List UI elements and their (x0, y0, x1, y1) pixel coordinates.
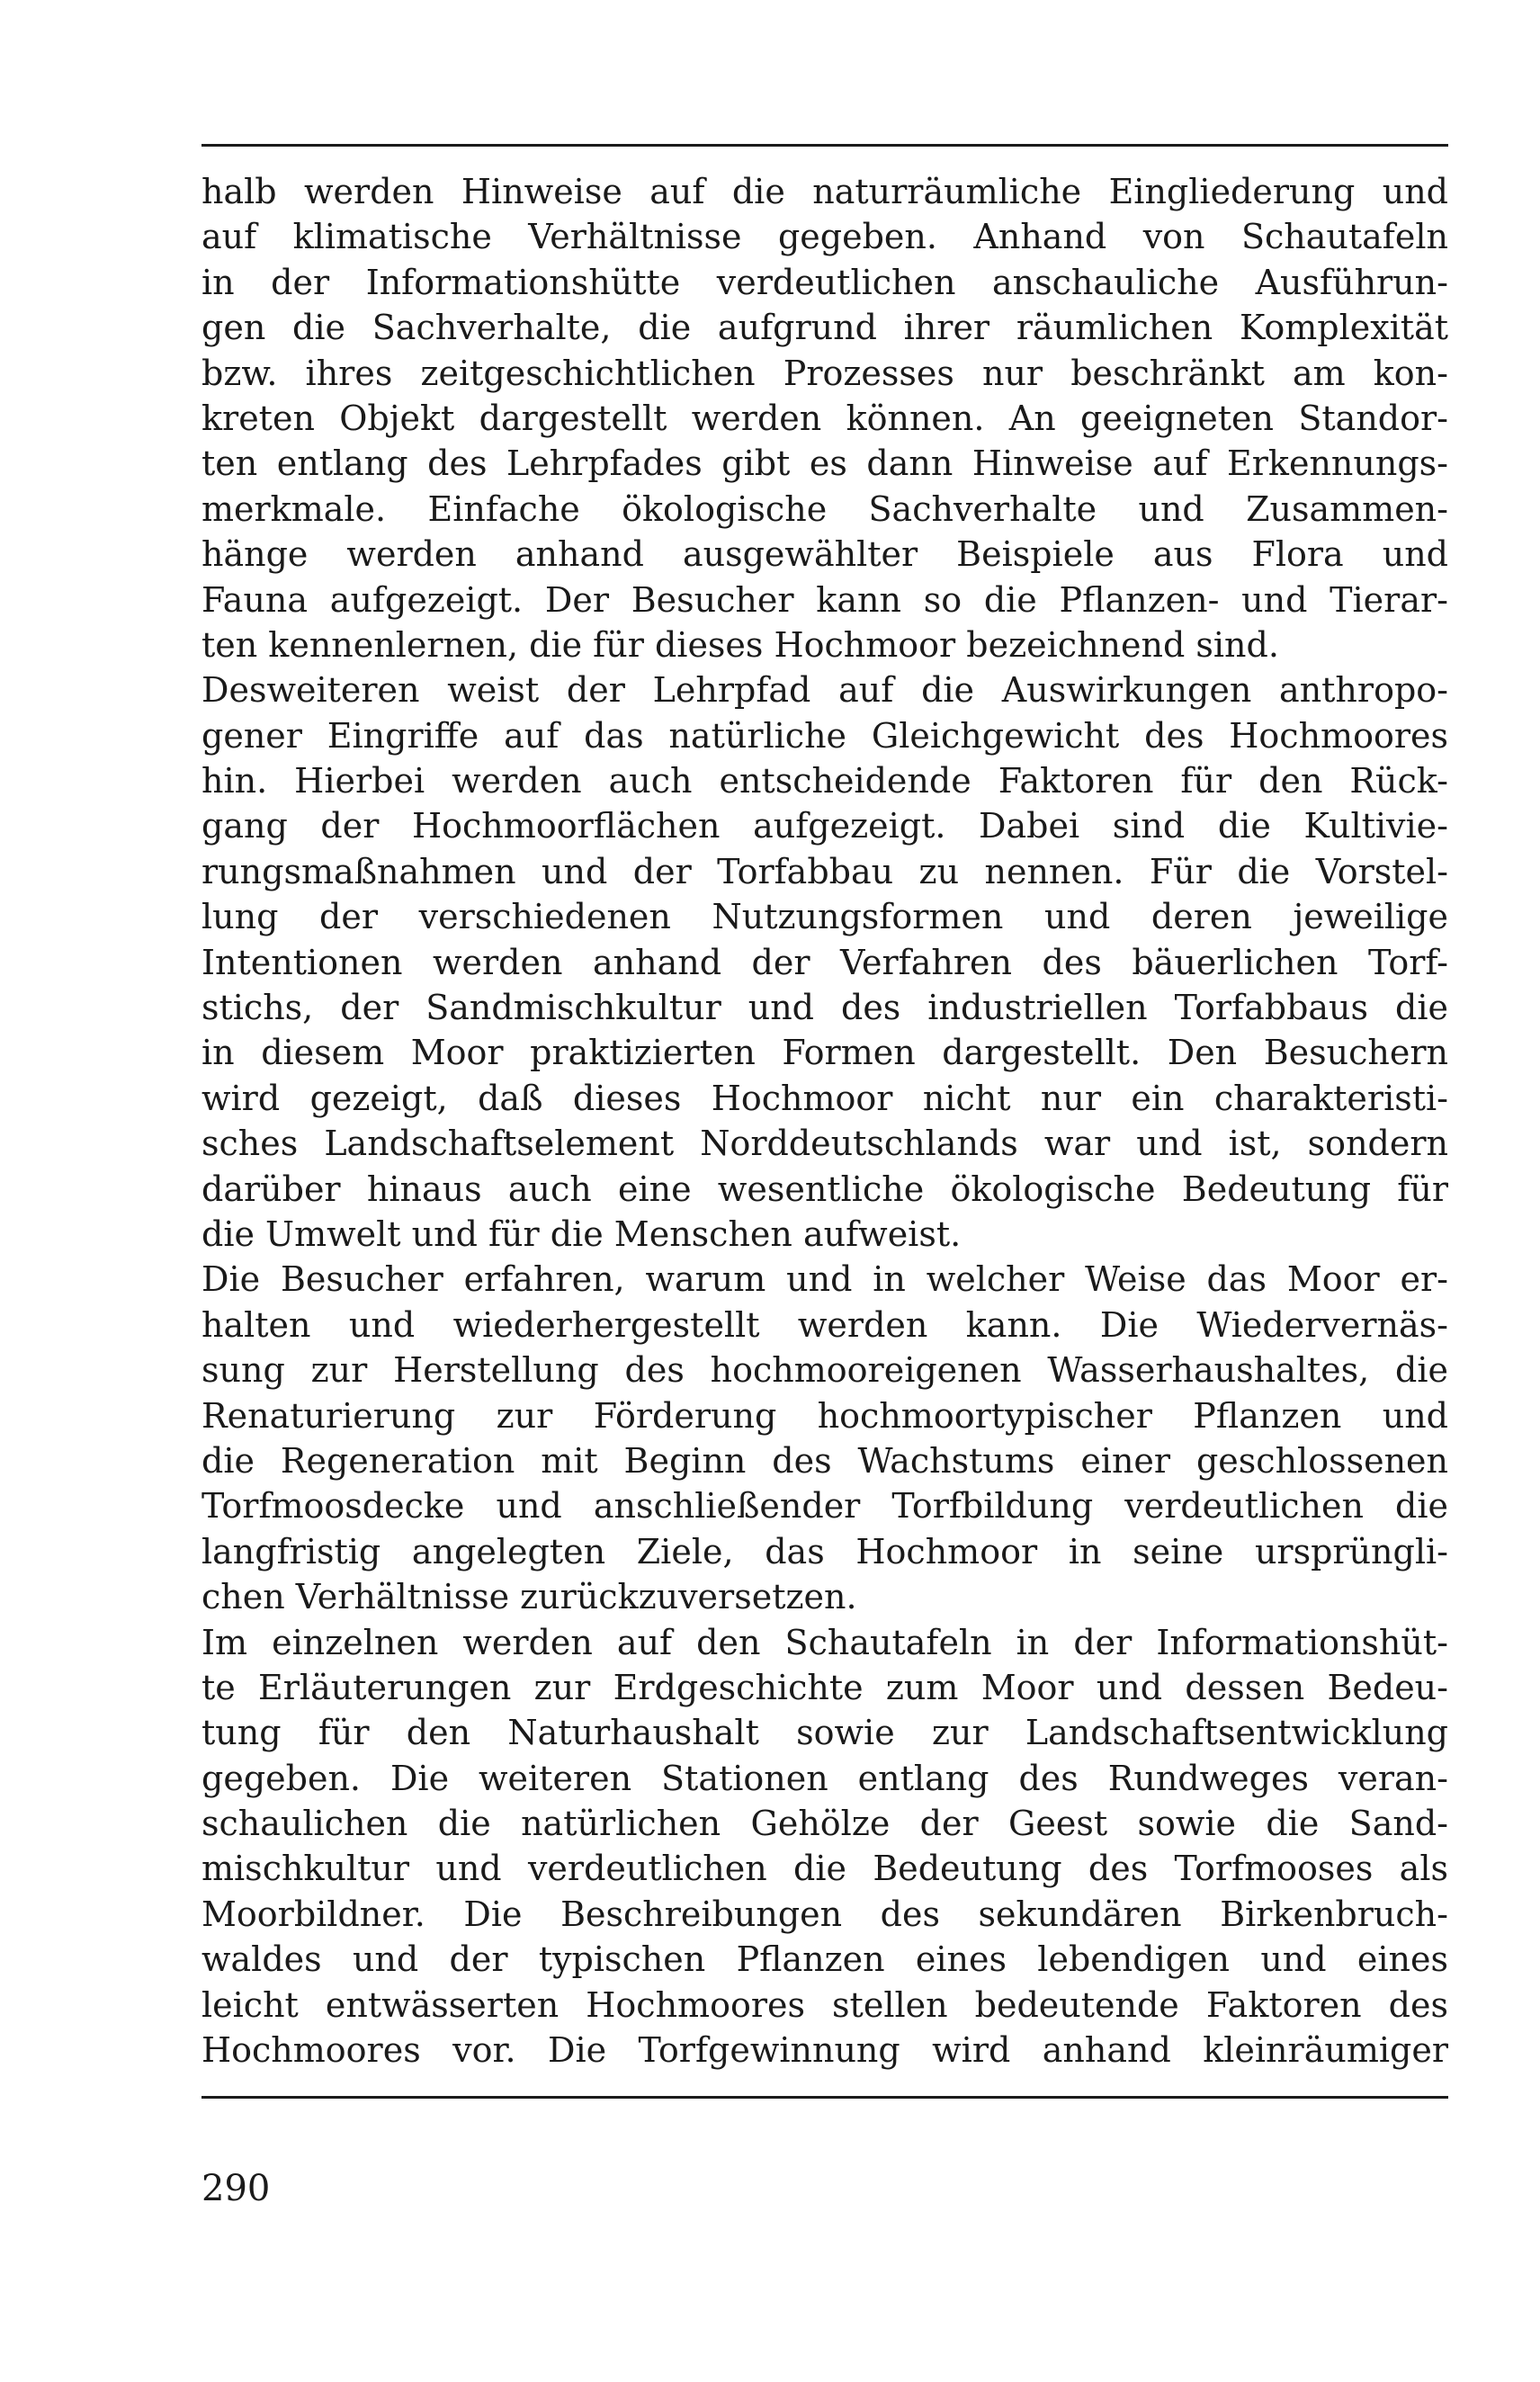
text-line: halten und wiederhergestellt werden kann. Die Wiedervernäs- (201, 1304, 1448, 1345)
text-line: kreten Objekt dargestellt werden können. An geeigneten Standor- (201, 398, 1448, 438)
text-line: Moorbildner. Die Beschreibungen des sekundären Birkenbruch- (201, 1894, 1448, 1934)
text-line: ten entlang des Lehrpfades gibt es dann Hinweise auf Erkennungs- (201, 443, 1448, 484)
text-line: chen Verhältnisse zurückzuversetzen. (201, 1577, 857, 1617)
text-line: ten kennenlernen, die für dieses Hochmoor bezeichnend sind. (201, 624, 1279, 665)
text-line: sung zur Herstellung des hochmooreigenen Wasserhaushaltes, die (201, 1350, 1448, 1391)
text-line: gegeben. Die weiteren Stationen entlang des Rundweges veran- (201, 1758, 1448, 1798)
top-rule (201, 144, 1448, 147)
text-line: Im einzelnen werden auf den Schautafeln in der Informationshüt- (201, 1622, 1448, 1662)
text-line: auf klimatische Verhältnisse gegeben. Anhand von Schautafeln (201, 217, 1448, 257)
page-number: 290 (201, 2168, 271, 2209)
text-line: gen die Sachverhalte, die aufgrund ihrer räumlichen Komplexität (201, 308, 1448, 348)
text-line: Die Besucher erfahren, warum und in welcher Weise das Moor er- (201, 1259, 1448, 1300)
text-line: die Umwelt und für die Menschen aufweist. (201, 1213, 962, 1254)
text-line: sches Landschaftselement Norddeutschlands war und ist, sondern (201, 1124, 1448, 1164)
text-line: Desweiteren weist der Lehrpfad auf die Auswirkungen anthropo- (201, 670, 1448, 711)
text-line: Fauna aufgezeigt. Der Besucher kann so die Pflanzen- und Tierar- (201, 579, 1448, 620)
text-line: mischkultur und verdeutlichen die Bedeutung des Torfmooses als (201, 1849, 1448, 1889)
text-line: lung der verschiedenen Nutzungsformen und deren jeweilige (201, 897, 1448, 937)
text-line: stichs, der Sandmischkultur und des industriellen Torfabbaus die (201, 988, 1448, 1028)
text-line: wird gezeigt, daß dieses Hochmoor nicht nur ein charakteristi- (201, 1078, 1448, 1118)
text-line: gang der Hochmoorflächen aufgezeigt. Dabei sind die Kultivie- (201, 806, 1448, 846)
body-text (201, 169, 1448, 2073)
text-line: hin. Hierbei werden auch entscheidende Faktoren für den Rück- (201, 761, 1448, 801)
text-line: hänge werden anhand ausgewählter Beispiele aus Flora und (201, 534, 1448, 575)
text-line: Hochmoores vor. Die Torfgewinnung wird anhand kleinräumiger (201, 2030, 1448, 2071)
text-line: merkmale. Einfache ökologische Sachverhalte und Zusammen- (201, 488, 1448, 529)
text-line: schaulichen die natürlichen Gehölze der Geest sowie die Sand- (201, 1804, 1448, 1844)
text-line: gener Eingriffe auf das natürliche Gleichgewicht des Hochmoores (201, 715, 1448, 756)
text-line: langfristig angelegten Ziele, das Hochmoor in seine ursprüngli- (201, 1531, 1448, 1572)
text-line: bzw. ihres zeitgeschichtlichen Prozesses nur beschränkt am kon- (201, 353, 1448, 393)
text-line: waldes und der typischen Pflanzen eines lebendigen und eines (201, 1939, 1448, 1980)
text-line: leicht entwässerten Hochmoores stellen bedeutende Faktoren des (201, 1984, 1448, 2025)
text-line: Torfmoosdecke und anschließender Torfbildung verdeutlichen die (201, 1486, 1448, 1527)
text-line: rungsmaßnahmen und der Torfabbau zu nennen. Für die Vorstel- (201, 851, 1448, 891)
text-line: in diesem Moor praktizierten Formen dargestellt. Den Besuchern (201, 1033, 1448, 1073)
bottom-rule (201, 2096, 1448, 2099)
text-line: Renaturierung zur Förderung hochmoortypischer Pflanzen und (201, 1395, 1448, 1436)
text-line: Intentionen werden anhand der Verfahren des bäuerlichen Torf- (201, 942, 1448, 982)
text-line: darüber hinaus auch eine wesentliche ökologische Bedeutung für (201, 1169, 1448, 1209)
text-line: halb werden Hinweise auf die naturräumliche Eingliederung und (201, 172, 1448, 211)
text-line: tung für den Naturhaushalt sowie zur Landschaftsentwicklung (201, 1713, 1448, 1753)
text-line: die Regeneration mit Beginn des Wachstums einer geschlossenen (201, 1440, 1448, 1481)
text-line: te Erläuterungen zur Erdgeschichte zum Moor und dessen Bedeu- (201, 1667, 1448, 1707)
text-line: in der Informationshütte verdeutlichen anschauliche Ausführun- (201, 262, 1448, 302)
